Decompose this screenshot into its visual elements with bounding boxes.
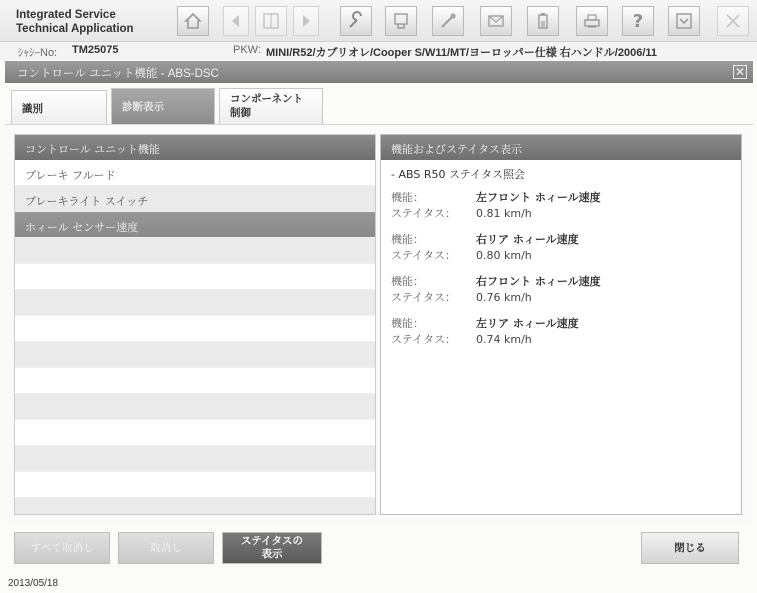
tab-identification[interactable] xyxy=(11,90,107,124)
tab-component-control[interactable] xyxy=(219,88,323,124)
empty-list-row xyxy=(15,290,375,316)
empty-list-row xyxy=(15,316,375,342)
dialog-close-icon[interactable]: ✕ xyxy=(734,65,746,79)
tab-component-control-label-line2: 制御 xyxy=(230,107,251,119)
split-view-icon[interactable] xyxy=(255,6,287,36)
show-status-button-label-line2: 表示 xyxy=(261,548,283,560)
tab-component-control-label-line1: コンポーネント xyxy=(230,93,303,105)
empty-list-row xyxy=(15,394,375,420)
main-content xyxy=(5,124,753,524)
status-value: 0.80 km/h xyxy=(476,249,532,262)
show-status-button[interactable] xyxy=(222,532,322,564)
home-icon[interactable] xyxy=(177,6,209,36)
status-entry xyxy=(391,274,741,306)
print-icon[interactable] xyxy=(576,6,608,36)
empty-list-row xyxy=(15,498,375,515)
vehicle-model-label: PKW: xyxy=(233,44,261,56)
status-label: ステイタス： xyxy=(391,207,457,220)
function-value: 右フロント ホィール速度 xyxy=(476,275,601,288)
function-list-header: コントロール ユニット機能 xyxy=(15,135,375,160)
status-value: 0.74 km/h xyxy=(476,333,532,346)
battery-icon[interactable] xyxy=(527,6,559,36)
empty-list-row xyxy=(15,446,375,472)
cancel-all-button[interactable]: すべて取消し xyxy=(14,532,110,564)
tab-identification-label: 識別 xyxy=(22,103,43,115)
wrench-icon[interactable] xyxy=(340,6,372,36)
empty-list-row xyxy=(15,420,375,446)
close-icon[interactable] xyxy=(717,6,749,36)
function-label: 機能： xyxy=(391,275,424,288)
function-label: 機能： xyxy=(391,191,424,204)
diagnosis-icon[interactable] xyxy=(385,6,417,36)
dropdown-icon[interactable] xyxy=(668,6,700,36)
forward-icon[interactable] xyxy=(293,6,319,36)
empty-list-row xyxy=(15,368,375,394)
status-label: ステイタス： xyxy=(391,249,457,262)
function-list-item[interactable]: ブレーキ フルード xyxy=(15,160,375,186)
status-entry xyxy=(391,190,741,222)
function-list-panel xyxy=(14,134,376,515)
toolbar xyxy=(0,0,757,42)
function-value: 右リア ホィール速度 xyxy=(476,233,579,246)
dialog-title: コントロール ユニット機能 - ABS-DSC xyxy=(17,68,219,80)
status-panel-header: 機能およびステイタス表示 xyxy=(381,135,741,160)
function-value: 左フロント ホィール速度 xyxy=(476,191,601,204)
status-label: ステイタス： xyxy=(391,291,457,304)
function-label: 機能： xyxy=(391,233,424,246)
tab-bar xyxy=(5,84,753,124)
function-label: 機能： xyxy=(391,317,424,330)
measurement-icon[interactable] xyxy=(432,6,464,36)
app-title xyxy=(16,8,166,36)
status-subtitle: - ABS R50 ステイタス照会 xyxy=(391,168,525,181)
status-value: 0.81 km/h xyxy=(476,207,532,220)
empty-list-row xyxy=(15,238,375,264)
empty-list-row xyxy=(15,342,375,368)
status-list xyxy=(381,184,741,348)
app-title-line2: Technical Application xyxy=(16,23,134,35)
cancel-button[interactable]: 取消し xyxy=(118,532,214,564)
empty-list-row xyxy=(15,472,375,498)
function-list-item[interactable]: ブレーキライト スイッチ xyxy=(15,186,375,212)
show-status-button-label-line1: ステイタスの xyxy=(240,535,304,547)
status-label: ステイタス： xyxy=(391,333,457,346)
vehicle-model-value: MINI/R52/カブリオレ/Cooper S/W11/MT/ヨーロッパー仕様 右ハンドル/2006/11 xyxy=(266,47,658,59)
close-button[interactable]: 閉じる xyxy=(641,532,739,564)
help-icon[interactable]: ? xyxy=(622,6,654,36)
status-entry xyxy=(391,316,741,348)
mail-icon[interactable] xyxy=(480,6,512,36)
app-title-line1: Integrated Service xyxy=(16,9,116,21)
function-list-item-selected[interactable]: ホィール センサー速度 xyxy=(15,212,375,238)
status-entry xyxy=(391,232,741,264)
status-panel xyxy=(380,134,742,515)
function-value: 左リア ホィール速度 xyxy=(476,317,579,330)
tab-diagnosis-display[interactable] xyxy=(111,88,215,124)
chassis-value: TM25075 xyxy=(72,44,119,56)
scan-date: 2013/05/18 xyxy=(8,578,59,589)
tab-diagnosis-display-label: 診断表示 xyxy=(122,101,164,113)
status-value: 0.76 km/h xyxy=(476,291,532,304)
dialog-title-bar xyxy=(5,61,753,83)
back-icon[interactable] xyxy=(223,6,249,36)
chassis-label: ｼｬｼｰNo: xyxy=(18,47,58,59)
empty-list-row xyxy=(15,264,375,290)
vehicle-info-row xyxy=(0,42,757,60)
